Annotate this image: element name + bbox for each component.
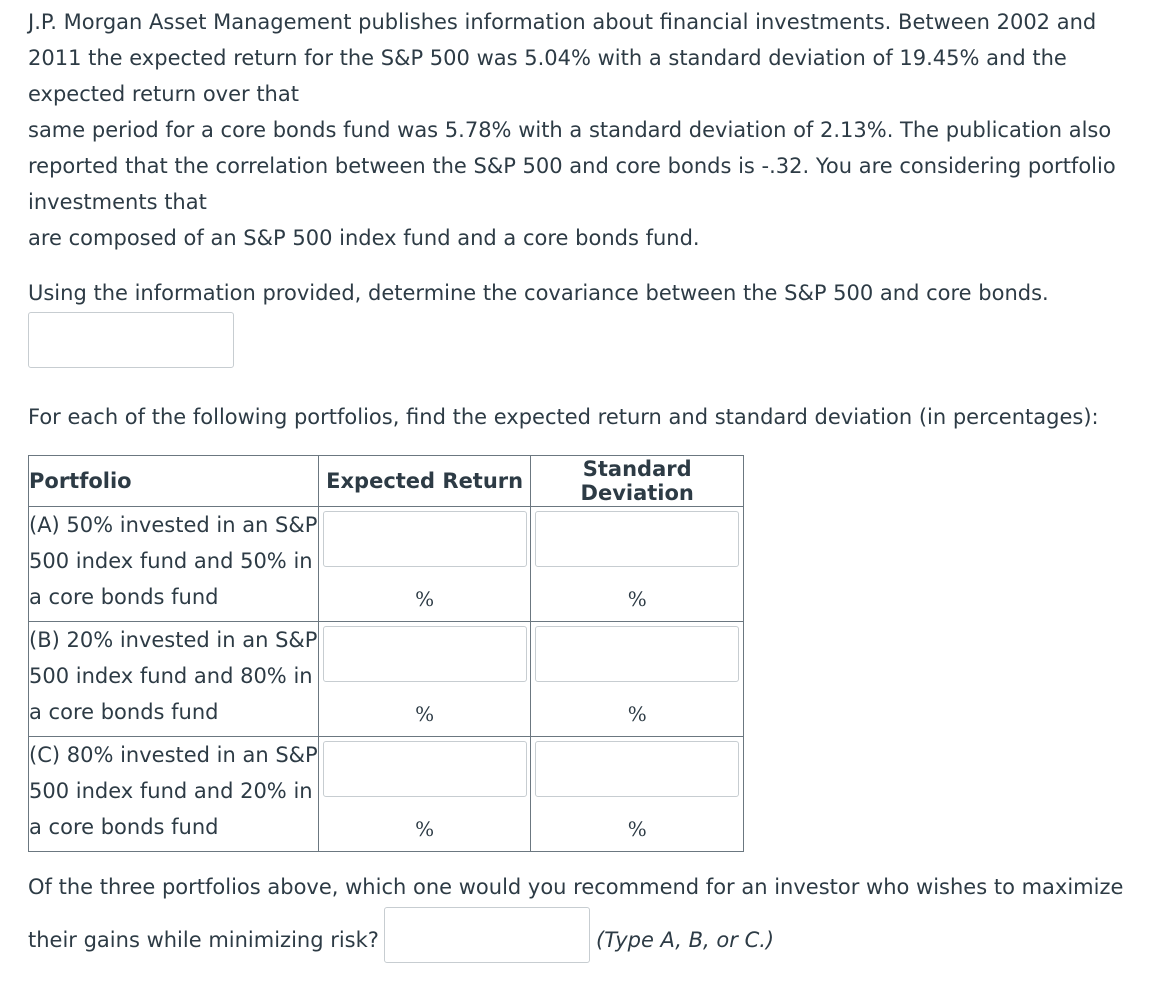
- portfolio-c-expected-return-input[interactable]: [323, 741, 527, 797]
- header-portfolio: Portfolio: [29, 456, 319, 507]
- table-header-row: [29, 456, 744, 507]
- portfolio-a-sd-cell: [531, 507, 744, 622]
- percent-unit: %: [627, 587, 647, 611]
- portfolio-a-expected-return-input[interactable]: [323, 511, 527, 567]
- portfolio-question: For each of the following portfolios, find the expected return and standard deviation (in percentages):: [28, 405, 1099, 429]
- portfolio-a-std-dev-input[interactable]: [535, 511, 739, 567]
- percent-unit: %: [415, 587, 435, 611]
- portfolio-c-er-cell: [318, 737, 531, 852]
- portfolio-c-label: (C) 80% invested in an S&P 500 index fund and 20% in a core bonds fund: [29, 737, 319, 852]
- portfolio-a-label: (A) 50% invested in an S&P 500 index fund and 50% in a core bonds fund: [29, 507, 319, 622]
- portfolio-b-expected-return-input[interactable]: [323, 626, 527, 682]
- portfolio-b-label: (B) 20% invested in an S&P 500 index fund and 80% in a core bonds fund: [29, 622, 319, 737]
- table-row-b: [29, 622, 744, 737]
- portfolio-b-er-cell: [318, 622, 531, 737]
- intro-paragraph-3: are composed of an S&P 500 index fund and a core bonds fund.: [28, 226, 700, 250]
- percent-unit: %: [627, 702, 647, 726]
- recommendation-input[interactable]: [384, 907, 590, 963]
- percent-unit: %: [415, 817, 435, 841]
- portfolio-c-std-dev-input[interactable]: [535, 741, 739, 797]
- portfolio-b-std-dev-input[interactable]: [535, 626, 739, 682]
- table-row-a: [29, 507, 744, 622]
- recommendation-question: Of the three portfolios above, which one would you recommend for an investor who wishes to maximize: [28, 875, 1124, 899]
- recommendation-hint: (Type A, B, or C.): [596, 928, 775, 952]
- percent-unit: %: [415, 702, 435, 726]
- problem-intro: [28, 4, 1138, 256]
- portfolio-c-sd-cell: [531, 737, 744, 852]
- header-expected-return: Expected Return: [318, 456, 531, 507]
- intro-paragraph-1: J.P. Morgan Asset Management publishes information about financial investments. Between 2002 and 2011 the expected return for the S&P 500 was 5.04% with a standard deviation of 19.45% and the expected return over that: [28, 10, 1097, 106]
- intro-paragraph-2: same period for a core bonds fund was 5.78% with a standard deviation of 2.13%. The publication also reported that the correlation between the S&P 500 and core bonds is -.32. You are considering portfolio investments that: [28, 118, 1116, 214]
- table-row-c: [29, 737, 744, 852]
- portfolio-b-sd-cell: [531, 622, 744, 737]
- covariance-question: Using the information provided, determine the covariance between the S&P 500 and core bonds.: [28, 281, 1049, 305]
- percent-unit: %: [627, 817, 647, 841]
- portfolio-table: [28, 455, 744, 852]
- portfolio-a-er-cell: [318, 507, 531, 622]
- header-standard-deviation: Standard Deviation: [531, 456, 744, 507]
- recommendation-question-cont: their gains while minimizing risk?: [28, 928, 379, 952]
- covariance-input[interactable]: [28, 312, 234, 368]
